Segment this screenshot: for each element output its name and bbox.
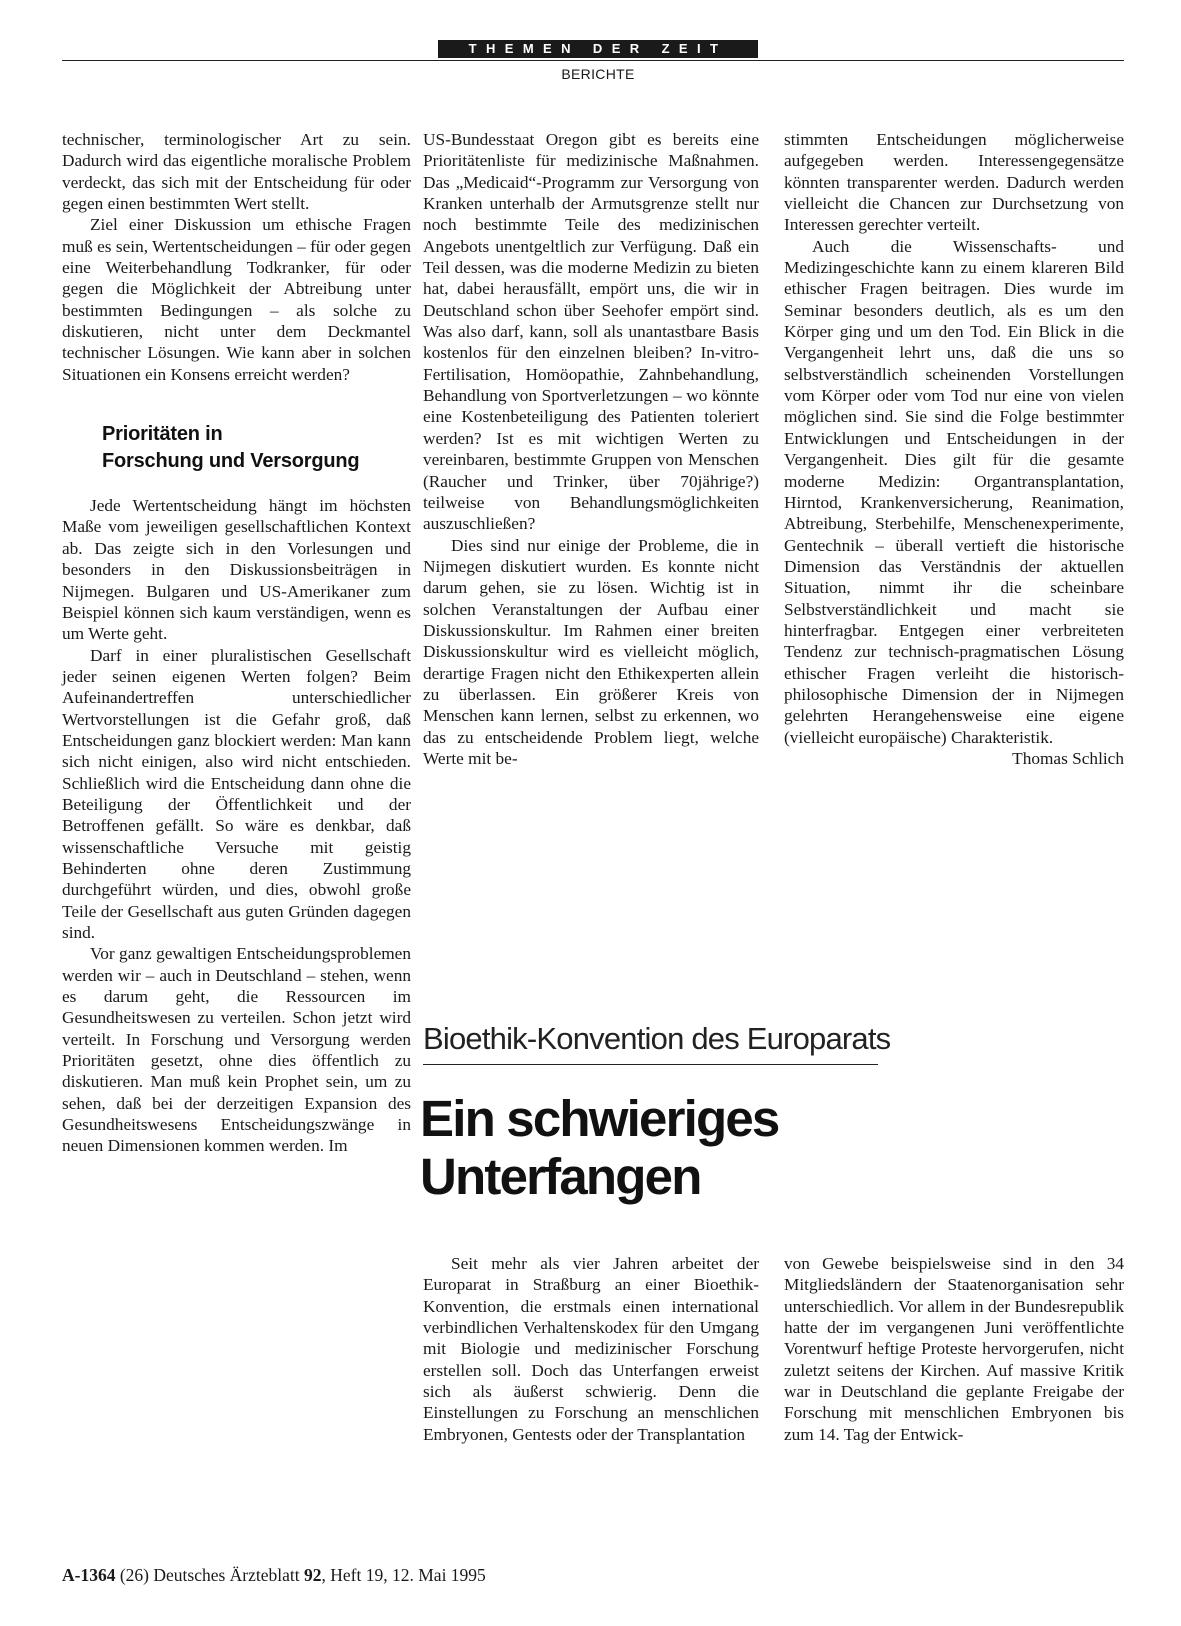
paragraph: Darf in einer pluralistischen Gesellschaft jeder seinen eigenen Werten folgen? Beim Aufeinandertreffen unterschiedlicher Wertvorstellungen ist die Gefahr groß, daß Entscheidungen ganz blockiert werden: Man kann sich nicht einigen, also wird nicht entschieden. Schließlich wird die Entscheidung dann ohne die Beteiligung der Öffentlichkeit und der Betroffenen gefällt. So wäre es denkbar, daß wissenschaftliche Versuche mit geistig Behinderten ohne deren Zustimmung durchgeführt würden, und dies, obwohl große Teile der Gesellschaft aus guten Gründen dagegen sind. — [62, 645, 411, 942]
article2-column-2 — [784, 1253, 1124, 1445]
headline-line-2: Unterfangen — [420, 1148, 701, 1205]
article2-headline — [420, 1090, 980, 1206]
subheading-line-1: Prioritäten in — [102, 423, 223, 446]
subheading — [102, 421, 411, 475]
paragraph: stimmten Entscheidungen möglicherweise aufgegeben werden. Interessengegensätze könnten transparenter werden. Dadurch werden vielleicht die Chancen zur Durchsetzung von Interessen gerechter verteilt. — [784, 130, 1124, 235]
paragraph: Auch die Wissenschafts- und Medizingeschichte kann zu einem klareren Bild ethischer Fragen beitragen. Dies wurde im Seminar besonders deutlich, als es um den Körper ging und um den Tod. Ein Blick in die Vergangenheit lehrt uns, daß die uns so selbstverständlich scheinenden Vorstellungen vom Körper oder vom Tod nur eine von vielen möglichen sind. Sie sind die Folge bestimmter Entwicklungen und Entscheidungen in der Vergangenheit. Dies gilt für die gesamte moderne Medizin: Organtransplantation, Hirntod, Krankenversicherung, Reanimation, Abtreibung, Sterbehilfe, Menschenexperimente, Gentechnik – überall vertieft die historische Dimension das Verständnis der aktuellen Situation, nimmt ihr die scheinbare Selbstverständlichkeit und macht sie hinterfragbar. Entgegen einer verbreiteten Tendenz zur technisch-pragmatischen Lösung ethischer Fragen verleiht die historisch-philosophische Dimension der in Nijmegen gelehrten Herangehensweise eine eigene (vielleicht europäische) Charakteristik. — [784, 236, 1124, 747]
page-number: A-1364 — [62, 1565, 116, 1585]
article1-column-1 — [62, 129, 411, 1157]
paragraph: Dies sind nur einige der Probleme, die in Nijmegen diskutiert wurden. Es konnte nicht darum gehen, sie zu lösen. Wichtig ist in solchen Veranstaltungen der Aufbau einer Diskussionskultur. Im Rahmen einer breiten Diskussionskultur wird es vielleicht möglich, derartige Fragen nicht den Ethikexperten allein zu überlassen. Ein größerer Kreis von Menschen kann lernen, selbst zu erkennen, wo das zu entscheidende Problem liegt, welche Werte mit be- — [423, 535, 759, 768]
footer-volume: 92 — [304, 1565, 322, 1585]
paragraph: Ziel einer Diskussion um ethische Fragen muß es sein, Wertentscheidungen – für oder gegen eine Weiterbehandlung Todkranker, für oder gegen die Möglichkeit der Abtreibung unter bestimmten Bedingungen – als solche zu diskutieren, nicht unter dem Deckmantel technischer Lösungen. Wie kann aber in solchen Situationen ein Konsens erreicht werden? — [62, 215, 411, 384]
article1-column-2 — [423, 129, 759, 769]
footer-issue: , Heft 19, 12. Mai 1995 — [321, 1565, 486, 1585]
author-byline: Thomas Schlich — [1012, 748, 1124, 768]
paragraph: US-Bundesstaat Oregon gibt es bereits eine Prioritätenliste für medizinische Maßnahmen. Das „Medicaid“-Programm zur Versorgung von Kranken unterhalb der Armutsgrenze stellt nur noch bestimmte Teile des medizinischen Angebots unentgeltlich zur Verfügung. Daß ein Teil dessen, was die moderne Medizin zu bieten hat, dabei herausfällt, empört uns, die wir in Deutschland schon über Seehofer empört sind. Was also darf, kann, soll als unantastbare Basis kostenlos für den einzelnen bleiben? In-vitro-Fertilisation, Homöopathie, Zahnbehandlung, Behandlung von Sportverletzungen – wo könnte eine Kostenbeteiligung des Patienten toleriert werden? Ist es mit wichtigen Werten zu vereinbaren, bestimmte Gruppen von Menschen (Raucher und Trinker, über 70jährige?) teilweise von Behandlungsmöglichkeiten auszuschließen? — [423, 130, 759, 534]
paragraph: Jede Wertentscheidung hängt im höchsten Maße vom jeweiligen gesellschaftlichen Kontext ab. Das zeigte sich in den Vorlesungen und besonders in den Diskussionsbeiträgen in Nijmegen. Bulgaren und US-Amerikaner zum Beispiel können sich kaum verständigen, wenn es um Werte geht. — [62, 496, 411, 644]
paragraph: Vor ganz gewaltigen Entscheidungsproblemen werden wir – auch in Deutschland – stehen, wenn es darum geht, die Ressourcen im Gesundheitswesen zu verteilen. Schon jetzt wird verteilt. In Forschung und Versorgung werden Prioritäten gesetzt, ohne dies öffentlich zu diskutieren. Man muß kein Prophet sein, um zu sehen, daß bei der derzeitigen Expansion des Gesundheitswesens Entscheidungszwänge in neuen Dimensionen kommen werden. Im — [62, 944, 411, 1156]
headline-line-1: Ein schwieriges — [420, 1090, 779, 1147]
section-label: THEMEN DER ZEIT — [438, 40, 758, 58]
subheading-line-2: Forschung und Versorgung — [102, 450, 360, 473]
article2-kicker: Bioethik-Konvention des Europarats — [423, 1022, 878, 1065]
article2-column-1 — [423, 1253, 759, 1445]
footer-journal: (26) Deutsches Ärzteblatt — [119, 1565, 300, 1585]
subsection-label: BERICHTE — [561, 66, 635, 82]
paragraph: technischer, terminologischer Art zu sein. Dadurch wird das eigentliche moralische Problem verdeckt, das sich mit der Entscheidung für oder gegen einen bestimmten Wert stellt. — [62, 130, 411, 214]
page-footer — [62, 1565, 486, 1586]
paragraph: Seit mehr als vier Jahren arbeitet der Europarat in Straßburg an einer Bioethik-Konvention, die erstmals einen international verbindlichen Verhaltenskodex für den Umgang mit Biologie und medizinischer Forschung erstellen soll. Doch das Unterfangen erweist sich als äußerst schwierig. Denn die Einstellungen zu Forschung an menschlichen Embryonen, Gentests oder der Transplantation — [423, 1254, 759, 1444]
header-rule — [62, 60, 1124, 61]
article1-column-3 — [784, 129, 1124, 769]
paragraph: von Gewebe beispielsweise sind in den 34 Mitgliedsländern der Staatenorganisation sehr unterschiedlich. Vor allem in der Bundesrepublik hatte der im vergangenen Juni veröffentlichte Vorentwurf heftige Proteste hervorgerufen, nicht zuletzt seitens der Kirchen. Auf massive Kritik war in Deutschland die geplante Freigabe der Forschung mit menschlichen Embryonen bis zum 14. Tag der Entwick- — [784, 1254, 1124, 1444]
